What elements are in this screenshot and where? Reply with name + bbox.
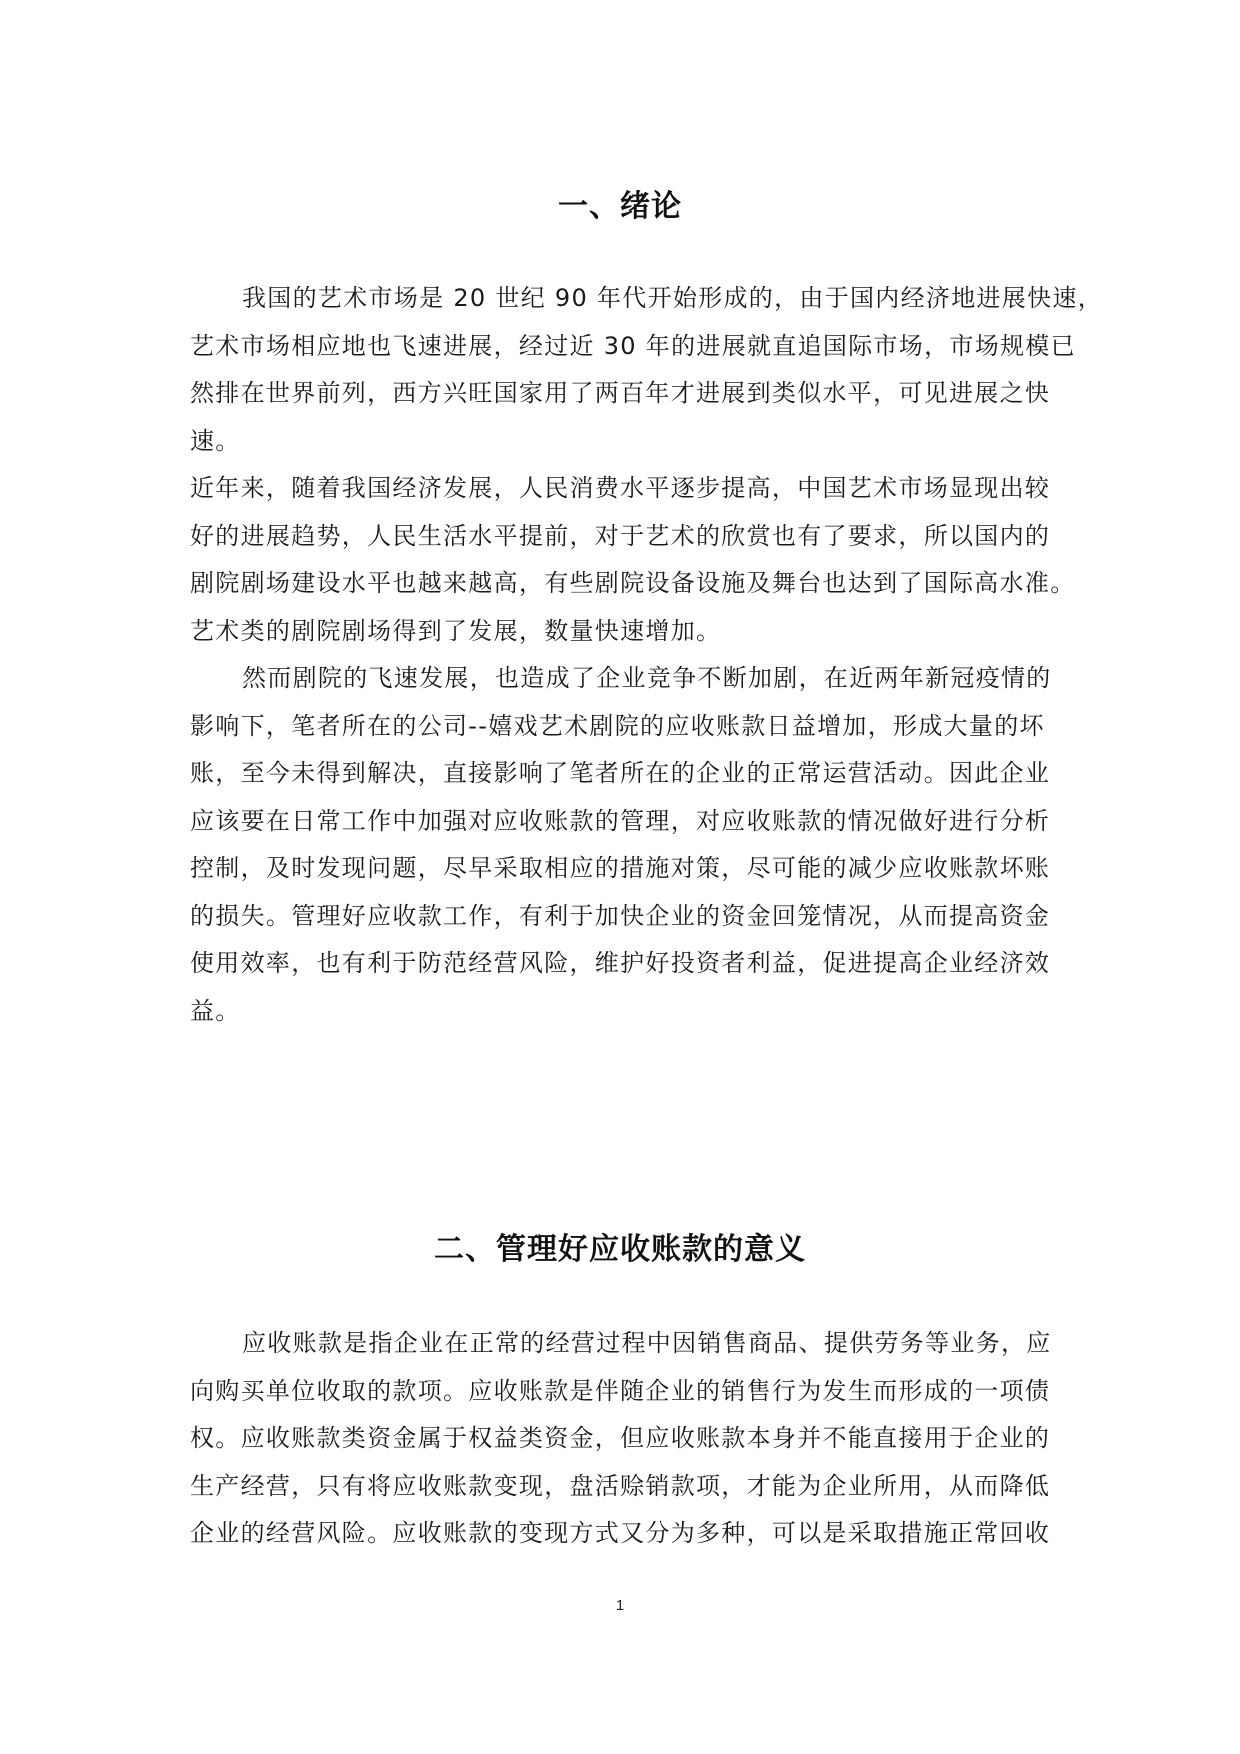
text-line: 速。 bbox=[190, 426, 241, 455]
text-line: 艺术市场相应地也飞速进展，经过近 30 年的进展就直追国际市场，市场规模已 bbox=[190, 331, 1076, 360]
text-line: 应收账款是指企业在正常的经营过程中因销售商品、提供劳务等业务，应 bbox=[242, 1329, 1052, 1357]
text-line: 账，至今未得到解决，直接影响了笔者所在的企业的正常运营活动。因此企业 bbox=[190, 759, 1051, 787]
section-2-paragraph-1 bbox=[190, 1320, 1052, 1558]
section-1-paragraph-3 bbox=[190, 655, 1052, 1035]
text-line: 的损失。管理好应收款工作，有利于加快企业的资金回笼情况，从而提高资金 bbox=[190, 901, 1051, 930]
text-line: 使用效率，也有利于防范经营风险，维护好投资者利益，促进提高企业经济效 bbox=[190, 949, 1051, 977]
section-1-paragraph-1 bbox=[190, 275, 1103, 465]
text-line: 然而剧院的飞速发展，也造成了企业竞争不断加剧，在近两年新冠疫情的 bbox=[242, 664, 1052, 692]
text-line: 企业的经营风险。应收账款的变现方式又分为多种，可以是采取措施正常回收 bbox=[190, 1519, 1051, 1547]
text-line: 向购买单位收取的款项。应收账款是伴随企业的销售行为发生而形成的一项债 bbox=[190, 1376, 1051, 1405]
page-number: 1 bbox=[615, 1597, 625, 1614]
section-1-paragraph-2 bbox=[190, 465, 1076, 655]
text-line: 影响下，笔者所在的公司--嬉戏艺术剧院的应收账款日益增加，形成大量的坏 bbox=[190, 711, 1045, 740]
text-line: 剧院剧场建设水平也越来越高，有些剧院设备设施及舞台也达到了国际高水准。 bbox=[190, 569, 1076, 597]
text-line: 艺术类的剧院剧场得到了发展，数量快速增加。 bbox=[190, 616, 722, 645]
section-2-heading: 二、管理好应收账款的意义 bbox=[434, 1232, 806, 1267]
text-line: 权。应收账款类资金属于权益类资金，但应收账款本身并不能直接用于企业的 bbox=[190, 1424, 1051, 1452]
text-line: 近年来，随着我国经济发展，人民消费水平逐步提高，中国艺术市场显现出较 bbox=[190, 474, 1051, 502]
text-line: 益。 bbox=[190, 996, 241, 1025]
text-line: 我国的艺术市场是 20 世纪 90 年代开始形成的，由于国内经济地进展快速， bbox=[242, 284, 1103, 312]
text-line: 控制，及时发现问题，尽早采取相应的措施对策，尽可能的减少应收账款坏账 bbox=[190, 854, 1051, 882]
text-line: 好的进展趋势，人民生活水平提前，对于艺术的欣赏也有了要求，所以国内的 bbox=[190, 521, 1051, 550]
text-line: 然排在世界前列，西方兴旺国家用了两百年才进展到类似水平，可见进展之快 bbox=[190, 379, 1051, 407]
text-line: 生产经营，只有将应收账款变现，盘活赊销款项，才能为企业所用，从而降低 bbox=[190, 1471, 1051, 1500]
section-1-heading: 一、绪论 bbox=[558, 189, 682, 224]
text-line: 应该要在日常工作中加强对应收账款的管理，对应收账款的情况做好进行分析 bbox=[190, 806, 1051, 835]
